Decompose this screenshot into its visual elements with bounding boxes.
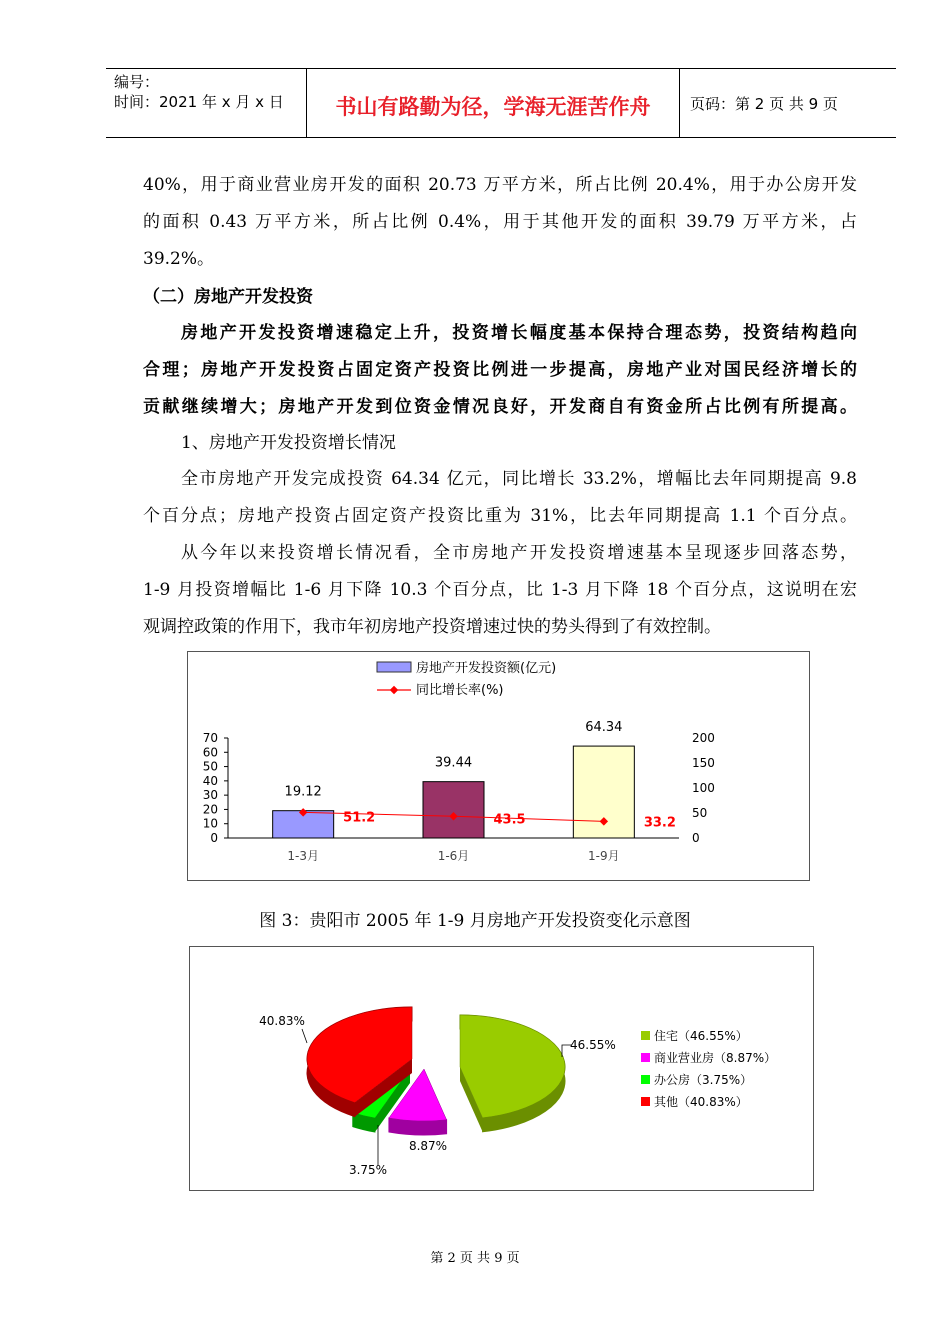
bar-value-label: 64.34 [585, 720, 623, 736]
growth-value-label: 33.2 [643, 815, 676, 831]
legend-label-investment: 房地产开发投资额(亿元) [416, 661, 557, 676]
paragraph-line: 1-9 月投资增幅比 1-6 月下降 10.3 个百分点，比 1-3 月下降 18 个百分点，这说明在宏 [143, 580, 857, 600]
left-tick-label: 40 [202, 773, 218, 788]
investment-bar-chart [187, 651, 810, 881]
right-tick-label: 100 [692, 781, 715, 795]
document-number-label: 编号： [114, 73, 160, 91]
left-tick-label: 0 [210, 831, 218, 845]
header-page-info: 页码：第 2 页 共 9 页 [690, 95, 838, 113]
pie-chart-svg [190, 947, 813, 1190]
page-header [106, 68, 896, 138]
left-tick-label: 60 [202, 745, 218, 760]
pie-legend [641, 1029, 776, 1109]
pie-slice-1 [460, 1015, 565, 1132]
paragraph-line: 40%，用于商业营业房开发的面积 20.73 万平方米，所占比例 20.4%，用于办公房开发 [143, 175, 857, 195]
header-motto: 书山有路勤为径，学海无涯苦作舟 [335, 95, 651, 119]
bar-2 [423, 782, 484, 838]
bar-value-label: 19.12 [284, 784, 322, 800]
paragraph-line: 的面积 0.43 万平方米，所占比例 0.4%，用于其他开发的面积 39.79 万平方米，占 [143, 212, 857, 232]
right-tick-label: 150 [692, 756, 715, 770]
left-tick-label: 70 [202, 731, 218, 745]
page-footer: 第 2 页 共 9 页 [430, 1251, 520, 1266]
pie-legend-label: 住宅（46.55%） [654, 1029, 748, 1043]
left-tick-label: 20 [202, 802, 218, 817]
paragraph-line: 全市房地产开发完成投资 64.34 亿元，同比增长 33.2%，增幅比去年同期提高 9.8 [181, 469, 857, 489]
header-right-cell [680, 69, 896, 137]
pie-value-label: 8.87% [408, 1139, 448, 1153]
sub-heading: 1、房地产开发投资增长情况 [181, 433, 396, 453]
growth-value-label: 43.5 [493, 812, 526, 828]
legend-swatch-investment [377, 662, 411, 672]
bar-chart-svg [188, 652, 809, 880]
pie-legend-swatch [641, 1075, 650, 1084]
pie-leader-line [302, 1029, 307, 1043]
legend-marker-growth [390, 686, 398, 694]
legend-label-growth: 同比增长率(%) [416, 683, 504, 698]
paragraph-line: 从今年以来投资增长情况看，全市房地产开发投资增速基本呈现逐步回落态势， [181, 543, 857, 563]
pie-legend-swatch [641, 1031, 650, 1040]
category-label: 1-9月 [588, 849, 620, 863]
pie-value-label: 46.55% [570, 1038, 616, 1052]
pie-legend-label: 办公房（3.75%） [654, 1073, 753, 1087]
bar-value-label: 39.44 [434, 755, 473, 771]
area-pie-chart [189, 946, 814, 1191]
bold-summary-line: 合理；房地产开发投资占固定资产投资比例进一步提高，房地产业对国民经济增长的 [143, 360, 857, 380]
pie-legend-swatch [641, 1053, 650, 1062]
left-tick-label: 50 [202, 759, 218, 774]
chart-legend [377, 660, 556, 698]
pie-legend-label: 其他（40.83%） [654, 1095, 748, 1109]
header-mid-cell [307, 69, 680, 137]
document-time-label: 时间：2021 年 x 月 x 日 [114, 93, 284, 111]
pie-legend-label: 商业营业房（8.87%） [654, 1051, 777, 1065]
right-tick-label: 200 [692, 731, 715, 745]
paragraph-line: 个百分点；房地产投资占固定资产投资比重为 31%，比去年同期提高 1.1 个百分点。 [143, 506, 857, 526]
pie-value-label: 3.75% [348, 1163, 388, 1177]
right-tick-label: 50 [692, 806, 708, 820]
left-tick-label: 30 [202, 788, 218, 803]
paragraph-line: 观调控政策的作用下，我市年初房地产投资增速过快的势头得到了有效控制。 [143, 617, 721, 637]
category-label: 1-3月 [287, 849, 319, 863]
growth-value-label: 51.2 [343, 810, 376, 826]
paragraph-line: 39.2%。 [143, 249, 215, 269]
section-heading: （二）房地产开发投资 [143, 287, 313, 307]
pie-value-label: 40.83% [259, 1014, 305, 1028]
header-left-cell [106, 69, 307, 137]
category-label: 1-6月 [437, 849, 470, 863]
left-tick-label: 10 [202, 816, 218, 831]
right-tick-label: 0 [692, 831, 700, 845]
figure-caption: 图 3：贵阳市 2005 年 1-9 月房地产开发投资变化示意图 [259, 911, 691, 931]
bold-summary-line: 贡献继续增大；房地产开发到位资金情况良好，开发商自有资金所占比例有所提高。 [143, 397, 857, 417]
bold-summary-line: 房地产开发投资增速稳定上升，投资增长幅度基本保持合理态势，投资结构趋向 [181, 323, 857, 343]
pie-legend-swatch [641, 1097, 650, 1106]
